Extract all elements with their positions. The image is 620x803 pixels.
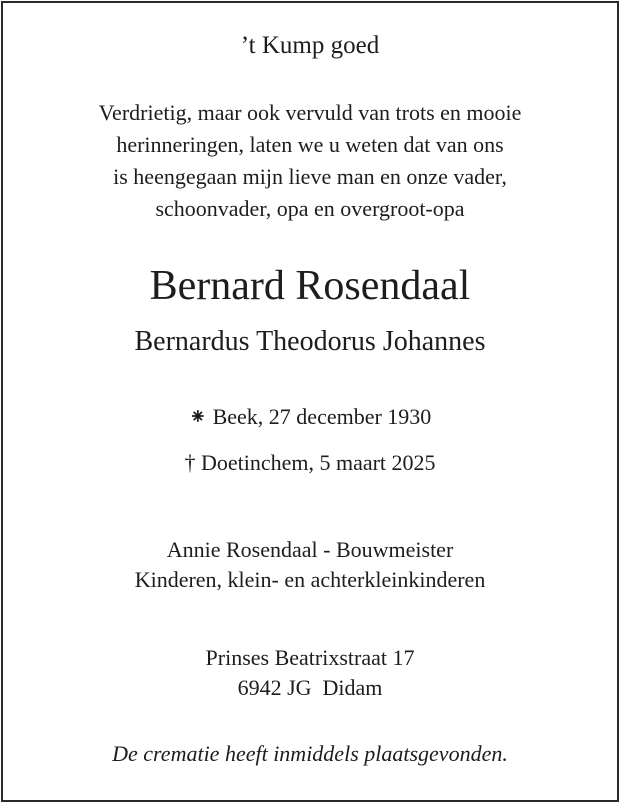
intro-line: herinneringen, laten we u weten dat van ons (116, 132, 504, 157)
deceased-full-name: Bernardus Theodorus Johannes (134, 326, 486, 357)
intro-text (0, 97, 620, 225)
motto: ’t Kump goed (240, 32, 380, 59)
address-line: 6942 JG Didam (237, 675, 383, 700)
intro-line: schoonvader, opa en overgroot-opa (155, 196, 465, 221)
intro-line: is heengegaan mijn lieve man en onze vader, (113, 164, 507, 189)
deceased-name: Bernard Rosendaal (149, 263, 471, 309)
address-block (0, 643, 620, 703)
address-line: Prinses Beatrixstraat 17 (205, 645, 415, 670)
closing-note: De crematie heeft inmiddels plaatsgevonden. (112, 741, 508, 766)
family-line: Kinderen, klein- en achterkleinkinderen (134, 567, 486, 592)
family-line: Annie Rosendaal - Bouwmeister (166, 537, 454, 562)
intro-line: Verdrietig, maar ook vervuld van trots en mooie (98, 100, 522, 125)
birth-info: ⁕ Beek, 27 december 1930 (188, 404, 432, 429)
death-info: † Doetinchem, 5 maart 2025 (184, 450, 436, 475)
family-block (0, 535, 620, 595)
